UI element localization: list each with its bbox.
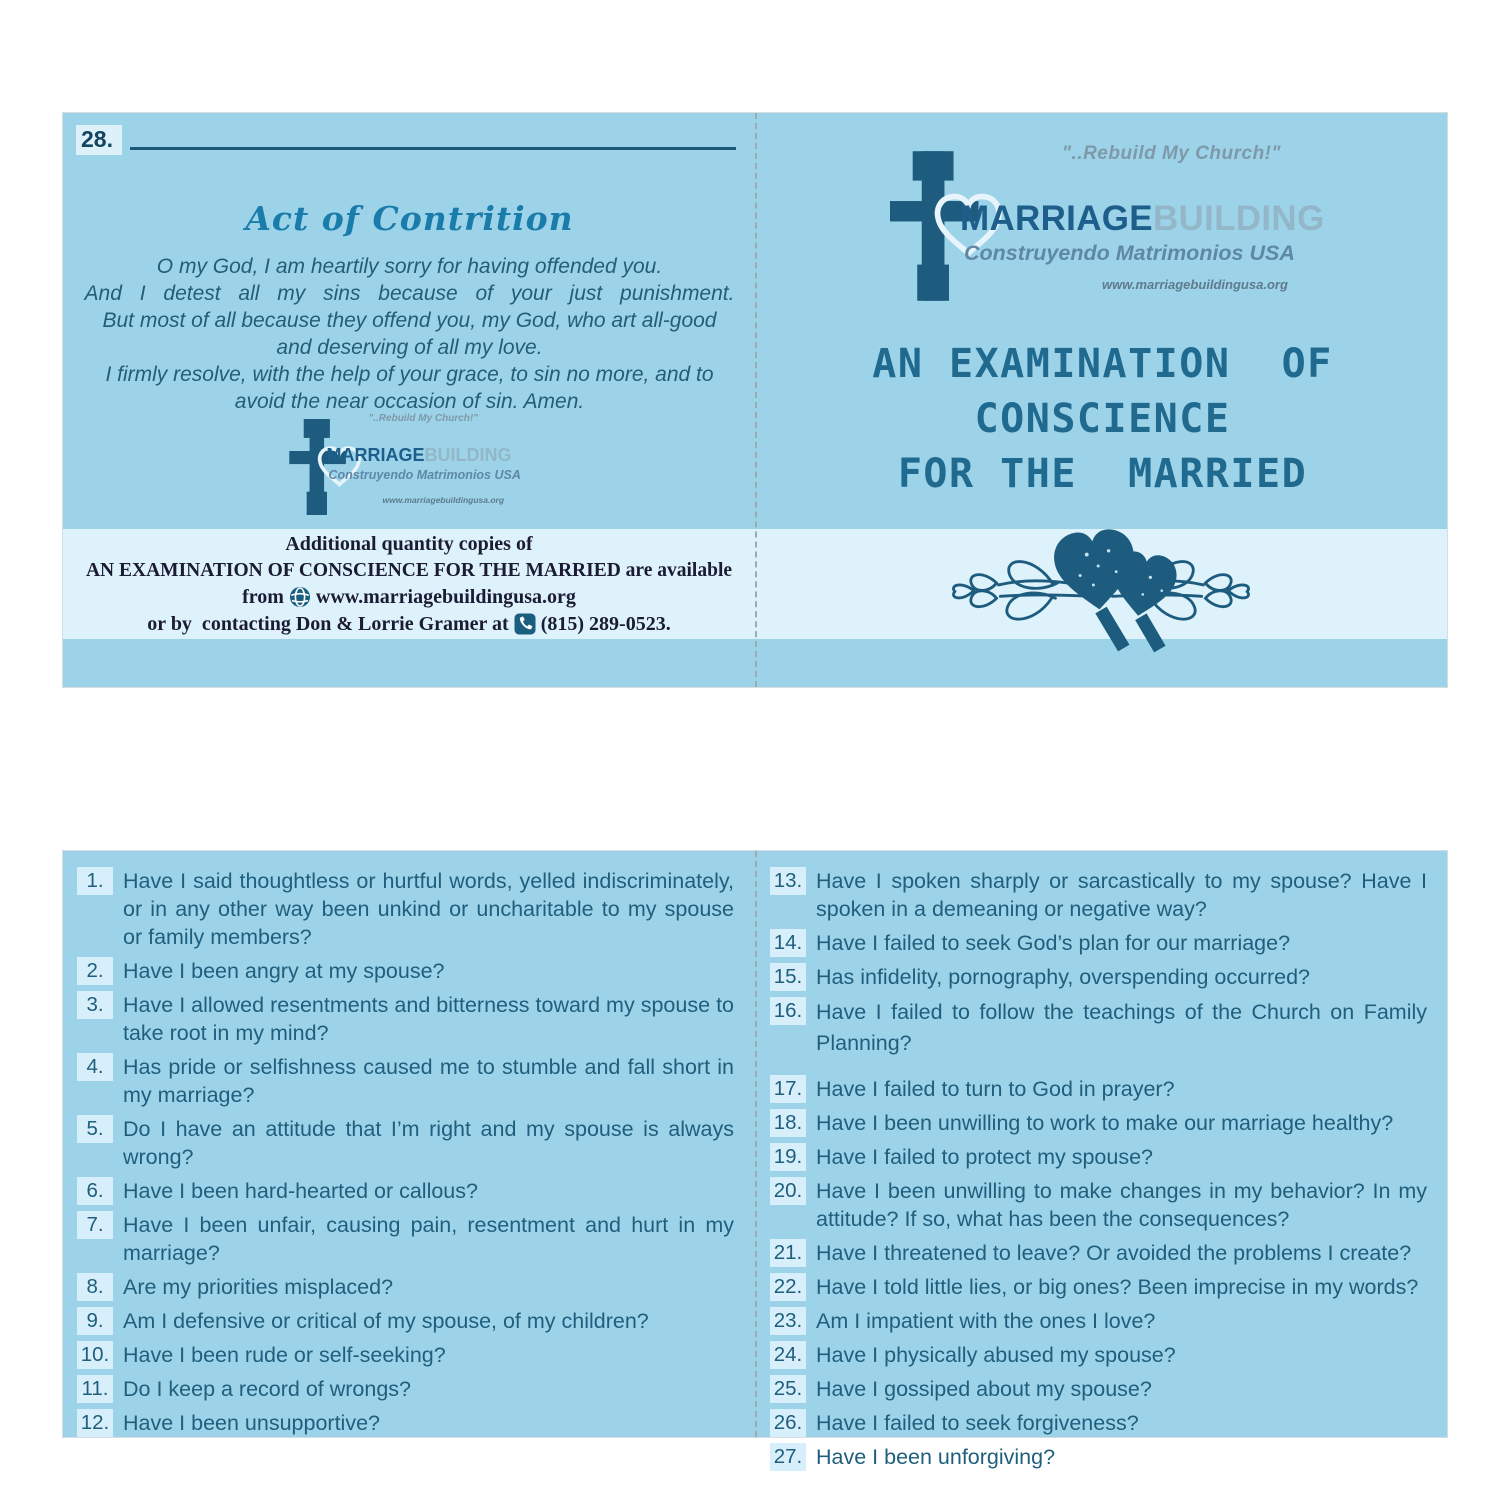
rebuild-tagline: "..Rebuild My Church!" [368,413,478,424]
cross-heart-logo-icon [289,419,365,515]
question-text: Have I failed to turn to God in prayer? [816,1077,1175,1101]
distribution-line-3 [242,584,576,611]
question-text: Have I been unwilling to make changes in my behavior? In my attitude? If so, what has been the consequences? [816,1179,1427,1231]
distribution-phone: (815) 289-0523. [540,612,671,635]
question-number: 23. [770,1307,806,1335]
question-number: 2. [77,957,113,985]
question-item [77,1211,734,1267]
distribution-line-2: AN EXAMINATION OF CONSCIENCE FOR THE MARRIED are available [85,559,733,581]
question-item [770,929,1427,957]
spread-outer-cover [62,112,1448,688]
phone-icon [514,613,536,635]
question-number: 17. [770,1075,806,1103]
question-list-left [77,867,734,1443]
question-number: 7. [77,1211,113,1239]
question-item [77,1177,734,1205]
question-text: Have I failed to seek forgiveness? [816,1411,1139,1435]
question-text: Has pride or selfishness caused me to stumble and fall short in my marriage? [123,1055,734,1107]
question-number: 25. [770,1375,806,1403]
act-of-contrition-title: Act of Contrition [245,199,574,238]
question-text: Have I been rude or self-seeking? [123,1343,446,1367]
question-text: Has infidelity, pornography, overspending occurred? [816,965,1310,989]
question-number: 21. [770,1239,806,1267]
blank-write-in-line [130,147,736,150]
question-number: 26. [770,1409,806,1437]
double-hearts-ornament [936,528,1266,640]
from-label: from [242,585,284,608]
question-item [770,997,1427,1059]
prayer-line: But most of all because they offend you, my God, who art all-good [102,309,717,332]
question-item [770,1307,1427,1335]
question-item [770,1375,1427,1403]
question-text: Am I impatient with the ones I love? [816,1309,1156,1333]
pamphlet-title-line: AN EXAMINATION OF [872,341,1333,387]
question-number: 14. [770,929,806,957]
question-number: 13. [770,867,806,895]
contact-label: or by contacting Don & Lorrie Gramer at [147,612,509,635]
brand-wordmark [960,199,1325,239]
question-item [77,1053,734,1109]
question-item [770,1143,1427,1171]
brand-wordmark [327,445,512,466]
question-text: Have I allowed resentments and bitterness toward my spouse to take root in my mind? [123,993,734,1045]
fold-line [755,851,757,1437]
question-text: Are my priorities misplaced? [123,1275,394,1299]
brand-building: BUILDING [1152,199,1325,238]
marriage-building-logo-large [874,137,1374,312]
question-item [770,1239,1427,1267]
question-number: 27. [770,1443,806,1471]
question-number: 8. [77,1273,113,1301]
question-item [77,867,734,951]
question-number: 16. [770,997,806,1025]
distribution-website: www.marriagebuildingusa.org [315,585,576,608]
question-text: Have I been unwilling to work to make our marriage healthy? [816,1111,1394,1135]
question-number: 20. [770,1177,806,1205]
distribution-line-1: Additional quantity copies of [285,532,533,555]
question-text: Am I defensive or critical of my spouse, of my children? [123,1309,649,1333]
question-item [77,1341,734,1369]
brand-subtitle: Construyendo Matrimonios USA [328,468,521,482]
question-text: Have I spoken sharply or sarcastically to my spouse? Have I spoken in a demeaning or negative way? [816,869,1427,921]
question-text: Have I been hard-hearted or callous? [123,1179,478,1203]
question-number: 9. [77,1307,113,1335]
prayer-line: I firmly resolve, with the help of your grace, to sin no more, and to [105,363,714,386]
question-item [77,1273,734,1301]
question-number-28: 28. [76,125,122,155]
question-text: Have I failed to seek God’s plan for our marriage? [816,931,1291,955]
question-item [77,1115,734,1171]
pamphlet-title [756,337,1449,502]
prayer-line: and deserving of all my love. [276,336,543,359]
distribution-note [63,529,755,639]
rebuild-tagline: "..Rebuild My Church!" [1062,143,1282,164]
question-text: Have I told little lies, or big ones? Been imprecise in my words? [816,1275,1419,1299]
panel-questions-1-12 [63,851,756,1437]
brand-marriage: MARRIAGE [960,199,1153,238]
question-number: 5. [77,1115,113,1143]
question-text: Have I been unsupportive? [123,1411,380,1435]
question-item [770,1443,1427,1471]
prayer-line: O my God, I am heartily sorry for having offended you. [156,255,663,278]
question-number: 10. [77,1341,113,1369]
question-number: 15. [770,963,806,991]
pamphlet-title-line: FOR THE MARRIED [897,451,1308,497]
question-item [770,1409,1427,1437]
brand-building: BUILDING [424,445,512,465]
question-number: 1. [77,867,113,895]
panel-questions-13-27 [756,851,1449,1469]
question-item [770,867,1427,923]
question-list-right [770,867,1427,1477]
globe-icon [289,586,311,608]
question-text: Have I been unfair, causing pain, resentment and hurt in my marriage? [123,1213,734,1265]
question-number: 11. [77,1375,113,1403]
brand-website: www.marriagebuildingusa.org [1102,277,1288,292]
question-number: 18. [770,1109,806,1137]
prayer-line: And I detest all my sins because of your just punishment. [84,282,735,305]
spread-inside-pages [62,850,1448,1469]
question-item [770,1075,1427,1103]
question-item [77,957,734,985]
question-number: 19. [770,1143,806,1171]
fold-line [755,113,757,687]
question-text: Have I been angry at my spouse? [123,959,445,983]
brand-website: www.marriagebuildingusa.org [382,495,505,505]
question-text: Do I keep a record of wrongs? [123,1377,412,1401]
question-item [77,1307,734,1335]
question-item [77,1375,734,1403]
question-item [770,1341,1427,1369]
act-of-contrition-prayer [73,253,746,415]
question-text: Have I failed to protect my spouse? [816,1145,1154,1169]
question-item [770,1109,1427,1137]
question-text: Have I threatened to leave? Or avoided the problems I create? [816,1241,1412,1265]
question-number: 3. [77,991,113,1019]
question-item [77,991,734,1047]
question-item [770,1273,1427,1301]
marriage-building-logo-small [265,411,555,523]
question-text: Have I physically abused my spouse? [816,1343,1176,1367]
question-number: 12. [77,1409,113,1437]
question-text: Have I been unforgiving? [816,1445,1056,1469]
brand-subtitle: Construyendo Matrimonios USA [964,241,1295,265]
prayer-line: avoid the near occasion of sin. Amen. [234,390,585,413]
question-text: Have I gossiped about my spouse? [816,1377,1152,1401]
question-number: 4. [77,1053,113,1081]
question-28-row [76,125,736,155]
brand-marriage: MARRIAGE [326,445,425,465]
distribution-line-4 [147,611,670,638]
question-item [770,1177,1427,1233]
question-text: Do I have an attitude that I’m right and my spouse is always wrong? [123,1117,734,1169]
question-number: 6. [77,1177,113,1205]
question-text: Have I said thoughtless or hurtful words, yelled indiscriminately, or in any other way been unkind or uncharitable to my spouse or family members? [123,869,734,949]
question-number: 24. [770,1341,806,1369]
question-item [770,963,1427,991]
question-item [77,1409,734,1437]
hearts-ornament-area [755,529,1447,639]
question-number: 22. [770,1273,806,1301]
question-text: Have I failed to follow the teachings of the Church on Family Planning? [816,1000,1427,1055]
pamphlet-title-line: CONSCIENCE [974,396,1231,442]
